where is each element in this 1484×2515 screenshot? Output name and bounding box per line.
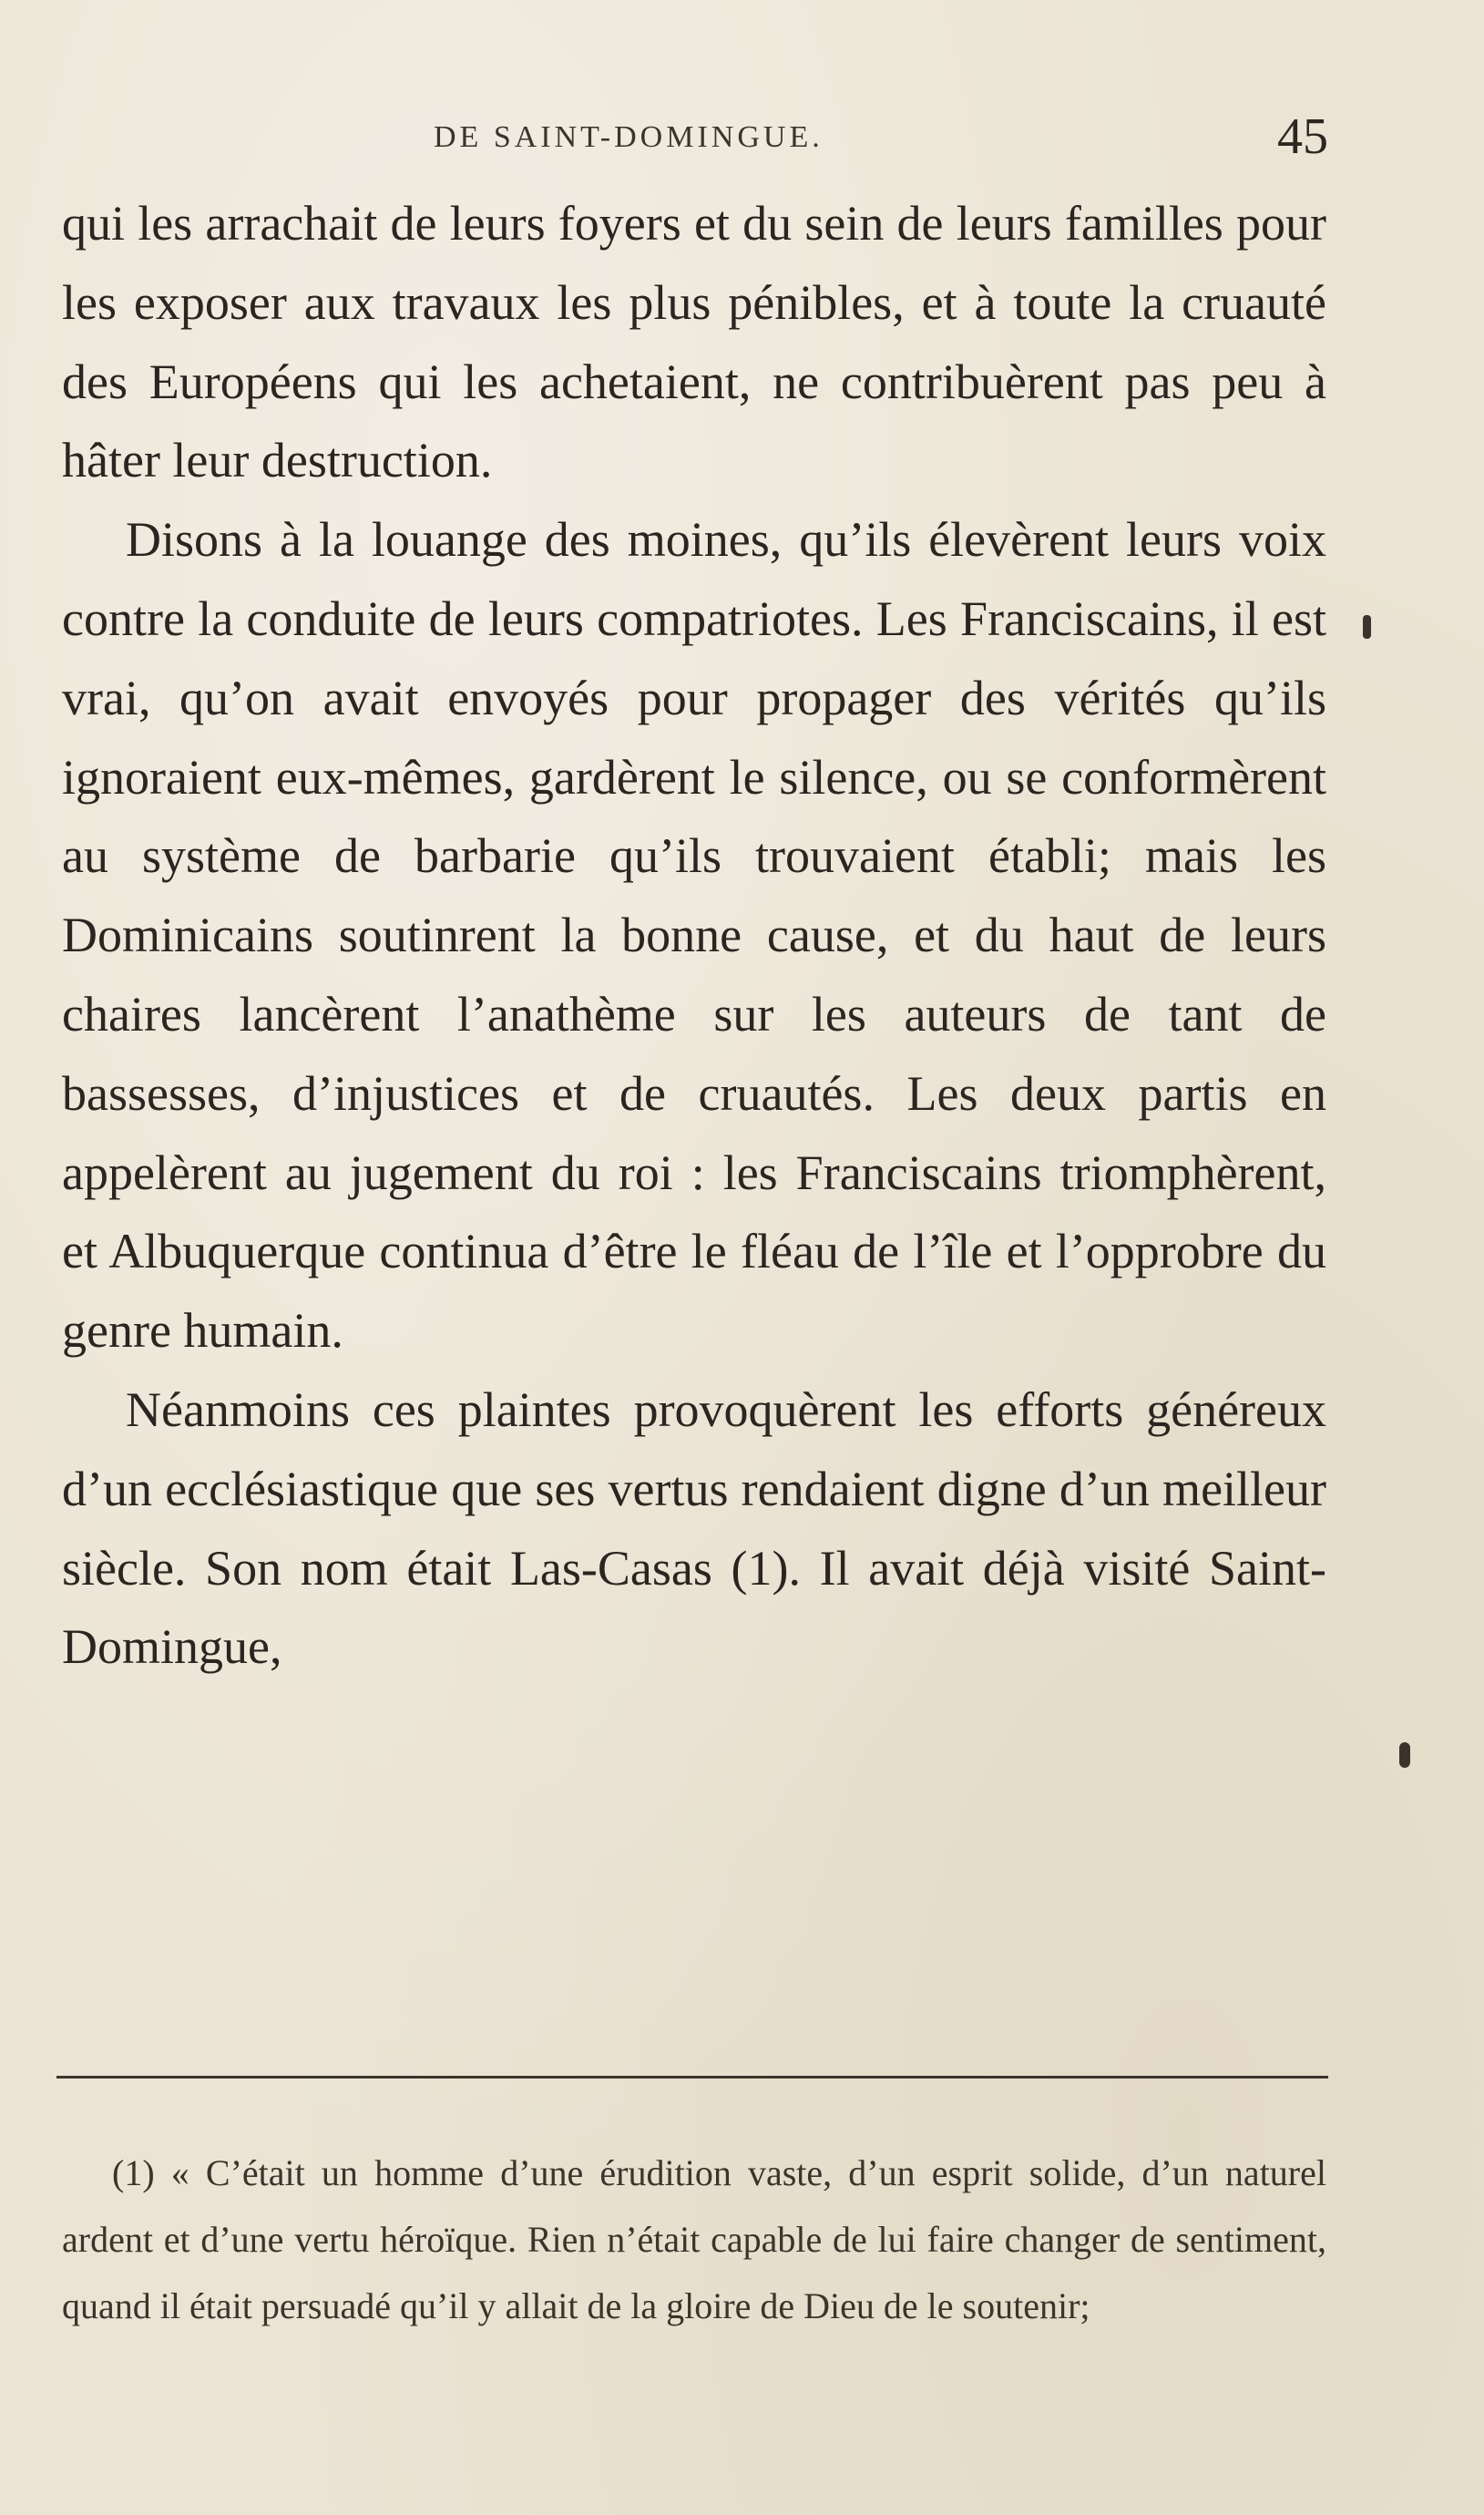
margin-ink-mark	[1399, 1742, 1410, 1768]
running-head	[62, 108, 1328, 171]
paragraph: Disons à la louange des moines, qu’ils élevèrent leurs voix contre la conduite de leurs compatriotes. Les Franciscains, il est vrai, qu’on avait envoyés pour propager des vérités qu’ils ignoraient eux-mêmes, gardèrent le silence, ou se conformèrent au système de barbarie qu’ils trouvaient établi; mais les Dominicains soutinrent la bonne cause, et du haut de leurs chaires lancèrent l’anathème sur les auteurs de tant de bassesses, d’injustices et de cruautés. Les deux partis en appelèrent au jugement du roi : les Franciscains triomphèrent, et Albuquerque continua d’être le fléau de l’île et l’opprobre du genre humain.	[62, 512, 1326, 1359]
footnote	[62, 2140, 1326, 2339]
page-number: 45	[1277, 108, 1328, 165]
body-text	[62, 184, 1326, 1687]
footnote-rule	[56, 2076, 1328, 2079]
margin-ink-mark	[1363, 615, 1371, 639]
running-title: DE SAINT-DOMINGUE.	[434, 120, 824, 154]
footnote-text: (1) « C’était un homme d’une érudition vaste, d’un esprit solide, d’un naturel ardent et d’une vertu héroïque. Rien n’était capable de lui faire changer de sentiment, quand il était persuadé qu’il y allait de la gloire de Dieu de le soutenir;	[62, 2152, 1326, 2326]
paragraph: Néanmoins ces plaintes provoquèrent les efforts généreux d’un ecclésiastique que ses vertus rendaient digne d’un meilleur siècle. Son nom était Las-Casas (1). Il avait déjà visité Saint-Domingue,	[62, 1381, 1326, 1675]
paragraph: qui les arrachait de leurs foyers et du sein de leurs familles pour les exposer aux travaux les plus pénibles, et à toute la cruauté des Européens qui les achetaient, ne contribuèrent pas peu à hâter leur destruction.	[62, 196, 1326, 488]
